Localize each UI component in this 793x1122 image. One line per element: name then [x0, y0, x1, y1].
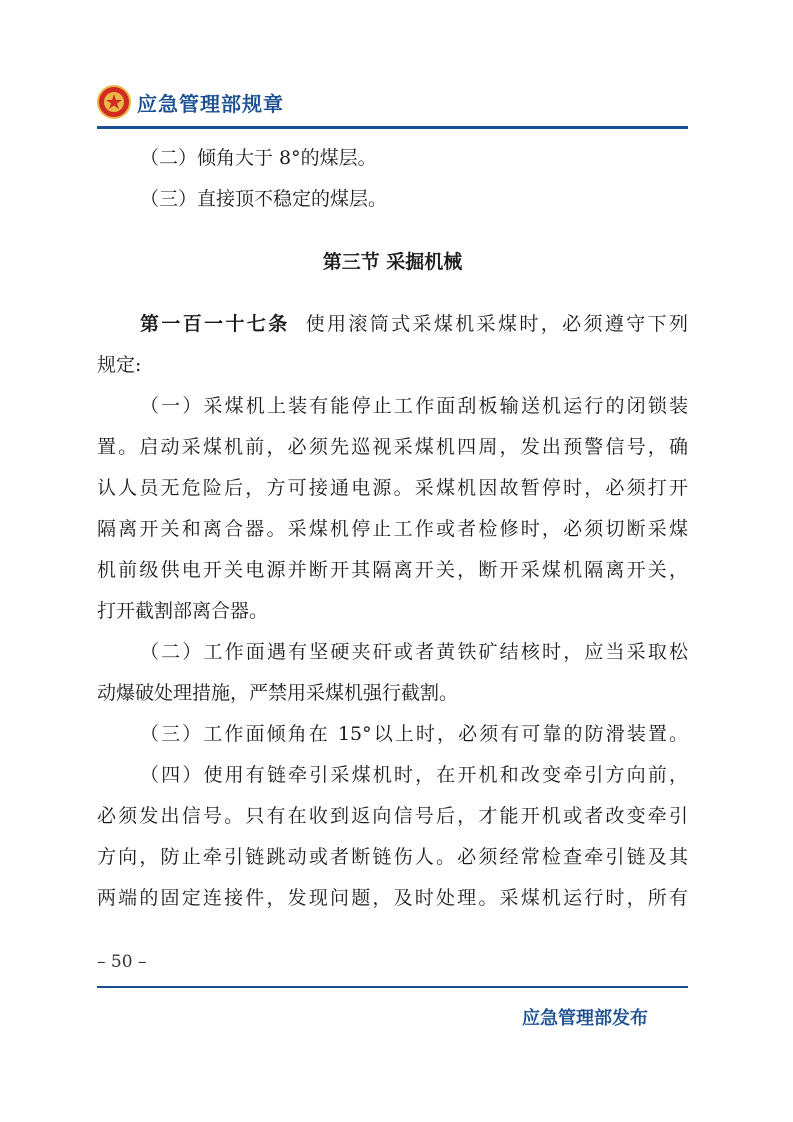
list-item: （二）倾角大于 8°的煤层。: [140, 147, 377, 169]
national-emblem-icon: [97, 85, 131, 119]
paragraph-line: （二）工作面遇有坚硬夹矸或者黄铁矿结核时，应当采取松: [140, 641, 688, 663]
list-item: （三）直接顶不稳定的煤层。: [140, 188, 388, 210]
header: [97, 82, 284, 122]
header-title: 应急管理部规章: [137, 91, 284, 116]
article-number: 第一百一十七条: [140, 313, 290, 335]
paragraph-line: 方向，防止牵引链跳动或者断链伤人。必须经常检查牵引链及其: [97, 846, 688, 868]
paragraph-line: 机前级供电开关电源并断开其隔离开关，断开采煤机隔离开关，: [97, 559, 688, 581]
section-title: 第三节 采掘机械: [322, 251, 463, 273]
article-heading-line: [97, 304, 688, 345]
header-divider: [97, 126, 688, 129]
footer-divider: [97, 986, 688, 988]
paragraph-line: （一）采煤机上装有能停止工作面刮板输送机运行的闭锁装: [140, 395, 688, 417]
article-intro-continued: 规定:: [97, 354, 142, 376]
article-intro: 使用滚筒式采煤机采煤时，必须遵守下列: [305, 313, 688, 335]
paragraph-line: 隔离开关和离合器。采煤机停止工作或者检修时，必须切断采煤: [97, 518, 688, 540]
publisher-label: 应急管理部发布: [522, 1008, 648, 1029]
paragraph-line: 认人员无危险后，方可接通电源。采煤机因故暂停时，必须打开: [97, 477, 688, 499]
paragraph-line: 必须发出信号。只有在收到返向信号后，才能开机或者改变牵引: [97, 805, 688, 827]
page-number: – 50 –: [97, 952, 147, 972]
paragraph-line: （四）使用有链牵引采煤机时，在开机和改变牵引方向前，: [140, 764, 688, 786]
paragraph-line: 置。启动采煤机前，必须先巡视采煤机四周，发出预警信号，确: [97, 436, 688, 458]
paragraph-line: （三）工作面倾角在 15°以上时，必须有可靠的防滑装置。: [140, 723, 688, 745]
paragraph-line: 动爆破处理措施，严禁用采煤机强行截割。: [97, 682, 459, 704]
page-body: [97, 138, 688, 919]
paragraph-line: 打开截割部离合器。: [97, 600, 269, 622]
paragraph-line: 两端的固定连接件，发现问题，及时处理。采煤机运行时，所有: [97, 887, 688, 909]
